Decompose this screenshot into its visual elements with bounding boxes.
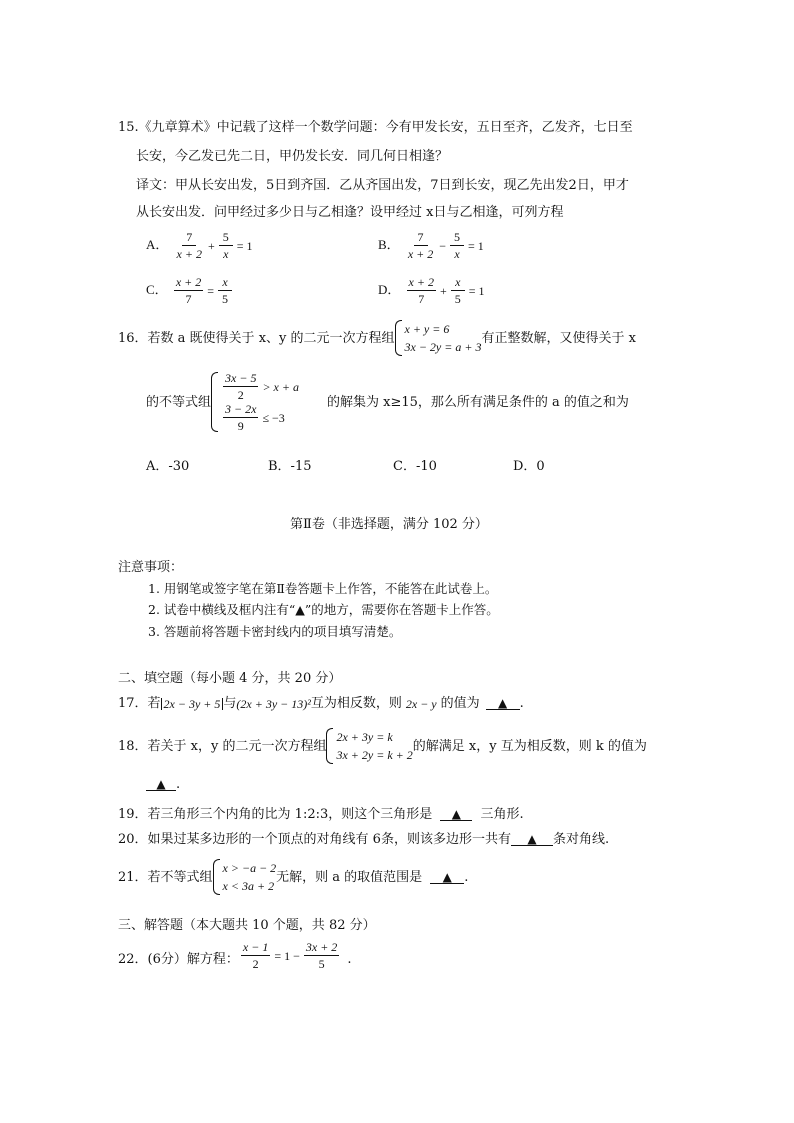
notice-item-1: 1. 用钢笔或签字笔在第Ⅱ卷答题卡上作答，不能答在此试卷上。 xyxy=(148,581,498,596)
q15-option-b: B． $\frac{7}{x + 2}$ − $\frac{5}{x}$ = 1 xyxy=(378,230,484,261)
q18: 18．若关于 x，y 的二元一次方程组 2x + 3y = k 3x + 2y = k + 2 的解满足 x，y 互为相反数，则 k 的值为 xyxy=(118,730,647,762)
part2-heading: 二、填空题（每小题 4 分，共 20 分） xyxy=(118,671,342,686)
q21-inequality-system: x > −a − 2 x < 3a + 2 xyxy=(213,859,277,895)
part3-heading: 三、解答题（本大题共 10 个题，共 82 分） xyxy=(118,918,376,933)
q16-option-d: D．0 xyxy=(513,459,545,474)
q20-answer-blank: ▲ xyxy=(511,833,553,846)
q15-option-c: C． $\frac{x + 2}{7}$ = $\frac{x}{5}$ xyxy=(146,276,234,305)
q16-option-c: C．-10 xyxy=(393,459,437,474)
notice-item-3: 3. 答题前将答题卡密封线内的项目填写清楚。 xyxy=(148,624,402,639)
q16-inequality-system: $\frac{3x - 5}{2}$ > x + a $\frac{3 - 2x}{9}$ ≤ −3 xyxy=(211,372,301,432)
q17: 17．若 2x − 3y + 5 与 (2x + 3y − 13)² 互为相反数，则 2x − y 的值为 ▲ . xyxy=(118,696,524,711)
q18-equation-system: 2x + 3y = k 3x + 2y = k + 2 xyxy=(326,728,412,764)
q16-option-b: B．-15 xyxy=(268,459,312,474)
q17-answer-blank: ▲ xyxy=(486,697,520,710)
q15-option-d: D． $\frac{x + 2}{7}$ + $\frac{x}{5}$ = 1 xyxy=(378,275,485,306)
q16-line1: 16．若数 a 既使得关于 x、y 的二元一次方程组 x + y = 6 3x − 2y = a + 3 有正整数解，又使得关于 x xyxy=(118,322,636,354)
q15-option-a: A． $\frac{7}{x + 2}$ + $\frac{5}{x}$ = 1 xyxy=(146,230,253,261)
q19: 19．若三角形三个内角的比为 1:2:3，则这个三角形是 ▲ 三角形. xyxy=(118,807,524,822)
q15-line2: 长安，今乙发已先二日，甲仍发长安．同几何日相逢？ xyxy=(136,149,449,164)
q15-line4: 从长安出发．问甲经过多少日与乙相逢？设甲经过 x日与乙相逢，可列方程 xyxy=(136,205,564,220)
q16-line2: 的不等式组 $\frac{3x - 5}{2}$ > x + a $\frac{3 - 2x}{9}$ ≤ −3 的解集为 x≥15，那么所有满足条件的 a 的值之和为 xyxy=(146,371,629,433)
section-title: 第Ⅱ卷（非选择题，满分 102 分） xyxy=(290,517,488,532)
notice-title: 注意事项： xyxy=(118,560,184,575)
q15-line1: 15.《九章算术》中记载了这样一个数学问题：今有甲发长安，五日至齐，乙发齐，七日至 xyxy=(118,120,633,135)
q21: 21．若不等式组 x > −a − 2 x < 3a + 2 无解，则 a 的取值范围是 ▲ . xyxy=(118,861,469,893)
q16-option-a: A．-30 xyxy=(146,459,190,474)
q16-equation-system: x + y = 6 3x − 2y = a + 3 xyxy=(395,320,482,356)
notice-item-2: 2. 试卷中横线及框内注有“▲”的地方，需要你在答题卡上作答。 xyxy=(148,602,499,617)
q20: 20．如果过某多边形的一个顶点的对角线有 6条，则该多边形一共有 ▲ 条对角线. xyxy=(118,832,610,847)
q18-answer-blank: ▲ xyxy=(146,778,176,791)
q19-answer-blank: ▲ xyxy=(440,808,472,821)
q18-blank-line: ▲ . xyxy=(146,778,180,791)
q15-line3: 译文：甲从长安出发，5日到齐国．乙从齐国出发，7日到长安，现乙先出发2日，甲才 xyxy=(136,178,629,193)
q21-answer-blank: ▲ xyxy=(430,871,464,884)
q22: 22．(6分）解方程： $\frac{x - 1}{2}$ = 1 − $\frac{3x + 2}{5}$ . xyxy=(118,940,352,971)
